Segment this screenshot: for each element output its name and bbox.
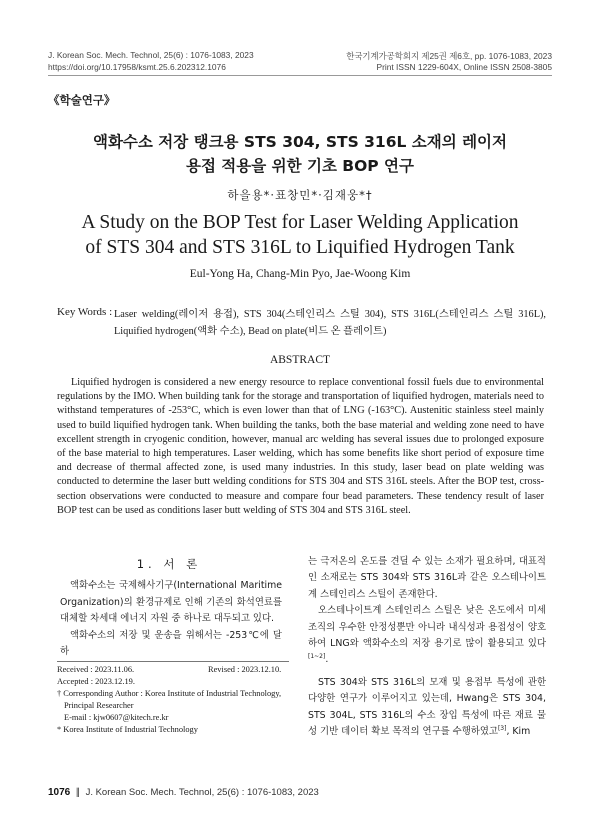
abstract-body: Liquified hydrogen is considered a new energy resource to replace conventional fossil fuels due to environmental regulations by the IMO. When building tank for the storage and transportation of liquified hydrogen, materials need to withstand temperatures of -253°C, which is even lower than that of LNG (-163°C). Austenitic stainless steel mainly used to build liquified hydrogen tank. When building the tanks, both the base material and welding zone need to have excellent strength in cryogenic condition, however, manual arc welding has several issues due to prolonged exposure of the base material to high temperatures. Laser welding, which has some benefits like short period of exposure time and decrease of thermal affected zone, is used many industries. In this study, laser bead on plate welding was conducted to determine the laser butt welding conditions for STS 304 and STS 316L steels. After the BOP test, cross-section observations were conducted to measure and compare four bead parameters. These tendency result of laser BOP test can be used as conditions laser butt welding of STS 304 and STS 316L steel. [57, 377, 544, 516]
revised-date: Revised : 2023.12.10. [208, 665, 282, 674]
paragraph: 는 극저온의 온도를 견딜 수 있는 소재가 필요하며, 대표적인 소재로는 STS 304와 STS 316L과 같은 오스테나이트계 스테인리스 스틸이 존재한다. [308, 556, 546, 600]
journal-citation: J. Korean Soc. Mech. Technol, 25(6) : 1076-1083, 2023 [48, 50, 254, 60]
footnote-divider [57, 661, 289, 662]
journal-citation-ko: 한국기계가공학회지 제25권 제6호, pp. 1076-1083, 2023 [346, 51, 552, 61]
author-email[interactable]: E-mail : kjw0607@kitech.re.kr [64, 713, 169, 722]
paragraph: 액화수소의 저장 및 운송을 위해서는 -253℃에 달하 [60, 629, 282, 658]
affiliation: * Korea Institute of Industrial Technology [57, 725, 198, 734]
title-en-line1: A Study on the BOP Test for Laser Welding Application [81, 212, 519, 233]
header-divider [48, 75, 552, 76]
keywords-label: Key Words : [57, 306, 113, 318]
corresponding-role: Principal Researcher [64, 701, 134, 710]
paragraph-text: . [325, 654, 329, 666]
article-type-label: 《학술연구》 [48, 93, 116, 107]
reference-marker[interactable]: [1~2] [308, 653, 326, 661]
paragraph-text: STS 304와 STS 316L의 모재 및 용접부 특성에 관한 다양한 연구가 이루어지고 있는데, Hwang은 STS 304, STS 304L, STS 316L의 수소 장입 특성에 따른 재료 물성 기반 데이터 확보 목적의 연구를 수행하였고 [308, 676, 546, 738]
paragraph-text: 오스테나이트계 스테인리스 스틸은 낮은 온도에서 미세조직의 우수한 안정성뿐만 아니라 내식성과 용접성이 양호하여 LNG와 액화수소의 저장 용기로 많이 활용되고 있다 [308, 605, 546, 650]
issn-info: Print ISSN 1229-604X, Online ISSN 2508-3805 [376, 62, 552, 72]
footer-citation: J. Korean Soc. Mech. Technol, 25(6) : 1076-1083, 2023 [85, 787, 319, 798]
title-en-line2: of STS 304 and STS 316L to Liquified Hydrogen Tank [85, 237, 515, 258]
authors-en: Eul-Yong Ha, Chang-Min Pyo, Jae-Woong Kim [189, 268, 411, 280]
title-ko-line1: 액화수소 저장 탱크용 STS 304, STS 316L 소재의 레이저 [92, 133, 508, 151]
page-number: 1076 [48, 787, 71, 798]
title-ko-line2: 용접 적용을 위한 기초 BOP 연구 [185, 157, 415, 175]
accepted-date: Accepted : 2023.12.19. [57, 677, 135, 686]
page-footer: 1076 ∥ J. Korean Soc. Mech. Technol, 25(6) : 1076-1083, 2023 [48, 787, 319, 798]
paragraph [308, 603, 546, 669]
authors-ko: 하을용*·표창민*·김재웅*† [227, 188, 373, 202]
section-heading-introduction: 1. 서 론 [136, 557, 202, 571]
right-column [308, 554, 546, 740]
abstract-heading: ABSTRACT [269, 354, 331, 366]
reference-marker[interactable]: [3] [497, 724, 507, 732]
keywords-text: Laser welding(레이저 용접), STS 304(스테인리스 스틸 304), STS 316L(스테인리스 스틸 316L), Liquified hydrogen(액화 수소), Bead on plate(비드 온 플레이트) [114, 309, 546, 337]
doi-link[interactable]: https://doi.org/10.17958/ksmt.25.6.202312.1076 [48, 62, 226, 72]
left-column [60, 578, 282, 661]
paragraph-text: , Kim [506, 726, 531, 738]
corresponding-author: † Corresponding Author : Korea Institute of Industrial Technology, [57, 689, 282, 698]
paragraph [308, 675, 546, 741]
received-date: Received : 2023.11.06. [57, 665, 135, 674]
paragraph: 액화수소는 국제해사기구(International Maritime Organization)의 환경규제로 인해 기존의 화석연료를 대체할 차세대 에너지 자원 중 하나로 대두되고 있다. [60, 580, 282, 625]
